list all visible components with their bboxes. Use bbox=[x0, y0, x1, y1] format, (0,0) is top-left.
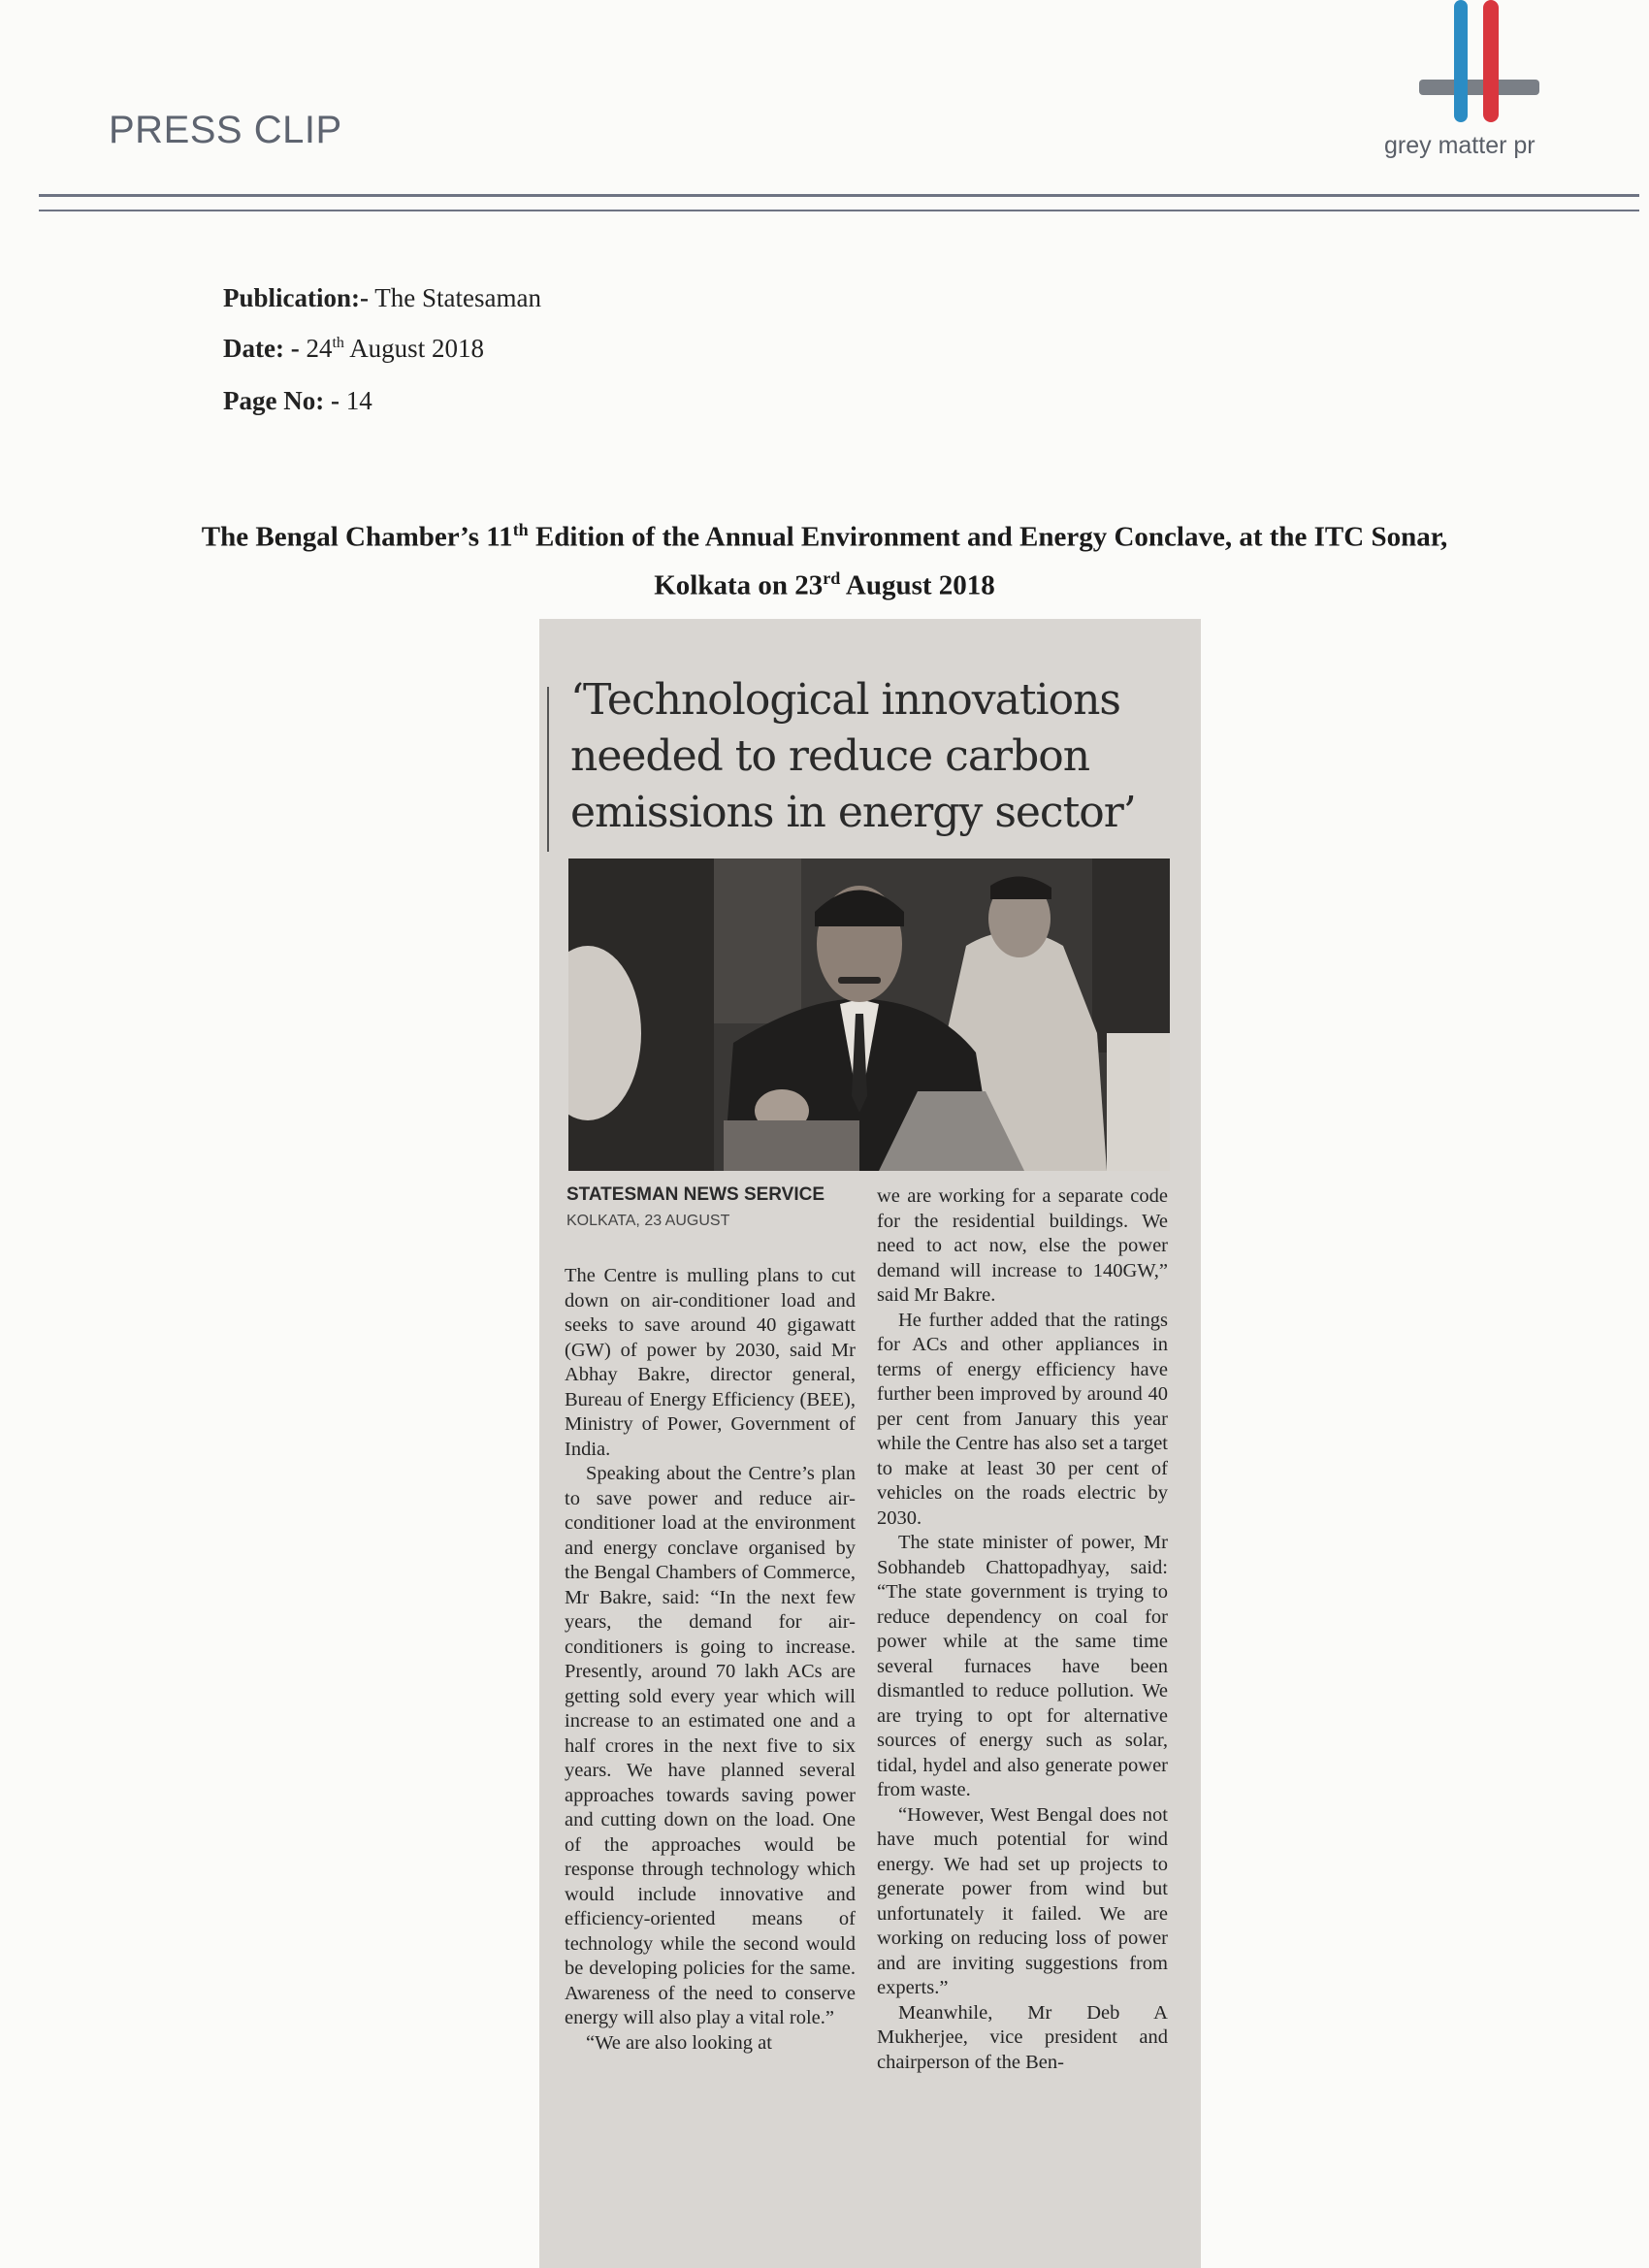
event-headline bbox=[155, 509, 1494, 605]
publication-label: Publication:- bbox=[223, 283, 370, 312]
col2-paragraph: “However, West Bengal does not have much potential for wind energy. We had set up projects to generate power from wind but unfortunately it failed. We are working on reducing loss of power and are inviting suggestions from experts.” bbox=[877, 1803, 1168, 1998]
event-headline-sup1: th bbox=[512, 520, 529, 539]
event-headline-part2: Edition of the Annual Environment and Energy Conclave, at the ITC Sonar, Kolkata on 23 bbox=[528, 521, 1448, 601]
col2-paragraph: The state minister of power, Mr Sobhandeb Chattopadhyay, said: “The state government is trying to reduce dependency on coal for power while at the same time several furnaces have been dismantled to reduce pollution. We are trying to opt for alternative sources of energy such as solar, tidal, hydel and also generate power from waste. bbox=[877, 1532, 1168, 1800]
article-column-1 bbox=[565, 1264, 856, 2056]
col2-paragraph: He further added that the ratings for ACs and other appliances in terms of energy efficiency have further been improved by around 40 per cent from January this year while the Centre has also set a target to make at least 30 per cent of vehicles on the roads electric by 2030. bbox=[877, 1309, 1168, 1529]
article-dateline: KOLKATA, 23 AUGUST bbox=[566, 1213, 730, 1229]
col2-paragraph: we are working for a separate code for the residential buildings. We need to act now, else the power demand will increase to 140GW,” said Mr Bakre. bbox=[877, 1185, 1168, 1306]
publication-line bbox=[223, 283, 541, 313]
logo-grey-bar bbox=[1419, 80, 1539, 95]
date-line bbox=[223, 334, 484, 364]
logo-red-bar bbox=[1483, 0, 1499, 122]
header-divider bbox=[39, 194, 1639, 197]
col2-paragraph: Meanwhile, Mr Deb A Mukherjee, vice president and chairperson of the Ben- bbox=[877, 2001, 1168, 2073]
brand-name: grey matter pr bbox=[1384, 132, 1536, 159]
publication-value: The Statesaman bbox=[374, 283, 541, 312]
page-label: Page No: - bbox=[223, 386, 340, 415]
press-clip-label: PRESS CLIP bbox=[109, 109, 342, 151]
event-headline-part3: August 2018 bbox=[840, 569, 995, 601]
title-margin-rule bbox=[547, 687, 549, 852]
col1-paragraph: Speaking about the Centre’s plan to save power and reduce air-conditioner load at the environment and energy conclave organised by the Bengal Chambers of Commerce, Mr Bakre, said: “In the next few years, the demand for air-conditioners is going to increase. Presently, around 70 lakh ACs are getting sold every year which will increase to an estimated one and a half crores in the next five to six years. We have planned several approaches towards saving power and cutting down on the load. One of the approaches would be response through technology which would include innovative and efficiency-oriented means of technology while the second would be developing policies for the same. Awareness of the need to conserve energy will also play a vital role.” bbox=[565, 1463, 856, 2028]
date-rest: August 2018 bbox=[349, 334, 484, 363]
date-day: 24 bbox=[306, 334, 333, 363]
article-title: ‘Technological innovations needed to reduce carbon emissions in energy sector’ bbox=[570, 675, 1136, 837]
newspaper-clipping bbox=[539, 619, 1201, 2268]
grey-matter-logo bbox=[1411, 0, 1547, 126]
date-label: Date: - bbox=[223, 334, 300, 363]
page-value: 14 bbox=[345, 386, 372, 415]
logo-blue-bar bbox=[1454, 0, 1468, 122]
event-headline-sup2: rd bbox=[823, 567, 841, 588]
col1-paragraph: The Centre is mulling plans to cut down on air-conditioner load and seeks to save around 40 gigawatt (GW) of power by 2030, said Mr Abhay Bakre, director general, Bureau of Energy Efficiency (BEE), Ministry of Power, Government of India. bbox=[565, 1265, 856, 1460]
col1-paragraph: “We are also looking at bbox=[586, 2031, 772, 2054]
conclave-photo bbox=[568, 859, 1170, 1171]
header-divider-secondary bbox=[39, 210, 1639, 211]
article-column-2 bbox=[877, 1184, 1168, 2075]
event-headline-part1: The Bengal Chamber’s 11 bbox=[201, 521, 513, 553]
article-byline: STATESMAN NEWS SERVICE bbox=[566, 1184, 825, 1205]
date-suffix: th bbox=[332, 335, 344, 351]
page-line bbox=[223, 386, 372, 416]
